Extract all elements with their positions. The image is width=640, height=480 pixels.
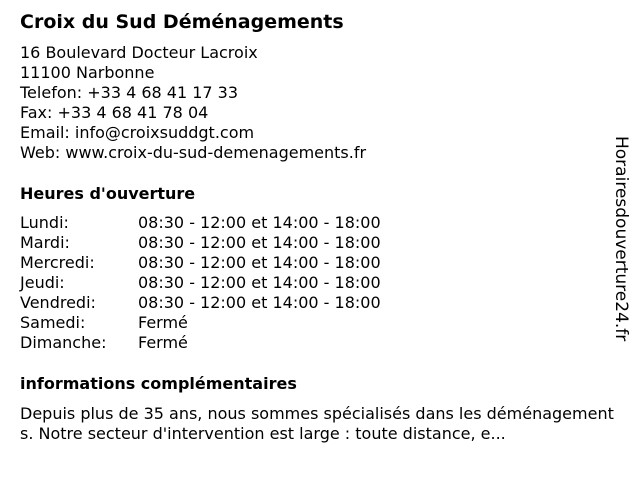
hours-row-sunday [20, 333, 520, 353]
day-label: Jeudi: [20, 273, 65, 292]
email-line: Email: info@croixsuddgt.com [20, 123, 255, 142]
web-line: Web: www.croix-du-sud-demenagements.fr [20, 143, 367, 162]
day-label: Mardi: [20, 233, 70, 252]
phone-line: Telefon: +33 4 68 41 17 33 [20, 83, 239, 102]
fax-line: Fax: +33 4 68 41 78 04 [20, 103, 209, 122]
hours-heading: Heures d'ouverture [20, 184, 196, 203]
hours-row-saturday [20, 313, 520, 333]
time-value: 08:30 - 12:00 et 14:00 - 18:00 [138, 273, 381, 292]
time-value: 08:30 - 12:00 et 14:00 - 18:00 [138, 213, 381, 232]
hours-row-tuesday [20, 233, 520, 253]
day-label: Mercredi: [20, 253, 95, 272]
time-value: 08:30 - 12:00 et 14:00 - 18:00 [138, 233, 381, 252]
day-label: Lundi: [20, 213, 69, 232]
time-value: 08:30 - 12:00 et 14:00 - 18:00 [138, 293, 381, 312]
day-label: Vendredi: [20, 293, 96, 312]
hours-row-wednesday [20, 253, 520, 273]
time-value: 08:30 - 12:00 et 14:00 - 18:00 [138, 253, 381, 272]
time-value: Fermé [138, 313, 188, 332]
address-city: 11100 Narbonne [20, 63, 155, 82]
contact-block [20, 43, 366, 163]
hours-row-friday [20, 293, 520, 313]
time-value: Fermé [138, 333, 188, 352]
address-street: 16 Boulevard Docteur Lacroix [20, 43, 258, 62]
hours-row-monday [20, 213, 520, 233]
opening-hours-table [20, 213, 520, 353]
day-label: Samedi: [20, 313, 86, 332]
day-label: Dimanche: [20, 333, 107, 352]
info-heading: informations complémentaires [20, 374, 297, 393]
hours-row-thursday [20, 273, 520, 293]
site-watermark: Horairesdouverture24.fr [611, 136, 631, 342]
info-description: Depuis plus de 35 ans, nous sommes spécialisés dans les déménagements. Notre secteur d'intervention est large : toute distance, e... [20, 404, 614, 443]
business-name: Croix du Sud Déménagements [20, 11, 344, 33]
